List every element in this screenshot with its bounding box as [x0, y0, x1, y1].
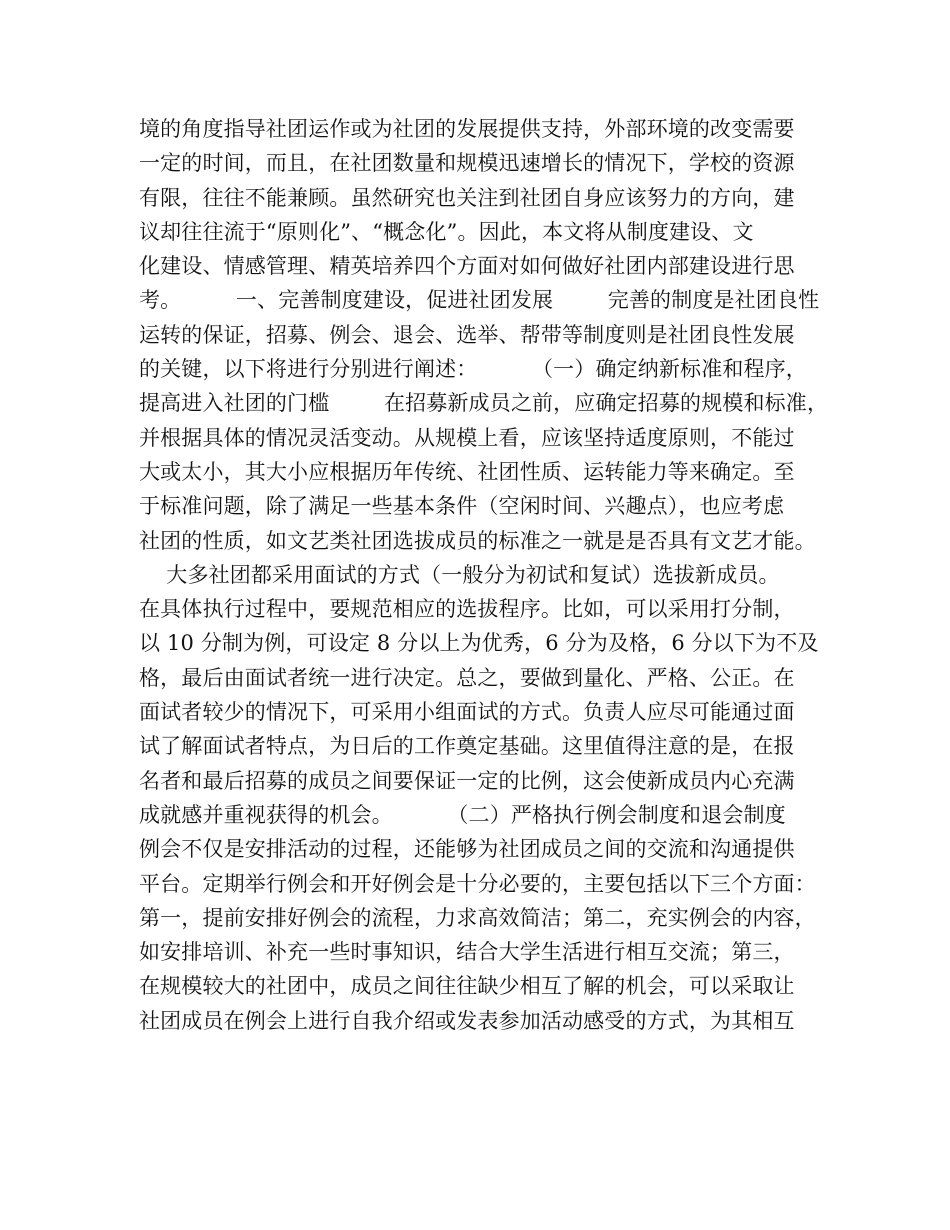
text-line: 例会不仅是安排活动的过程，还能够为社团成员之间的交流和沟通提供 [139, 837, 795, 862]
text-line: 如安排培训、补充一些时事知识，结合大学生活进行相互交流；第三， [139, 940, 795, 965]
text-line: 并根据具体的情况灵活变动。从规模上看，应该坚持适度原则，不能过 [139, 425, 795, 450]
text-line: 社团的性质，如文艺类社团选拔成员的标准之一就是是否具有文艺才能。 [139, 528, 816, 553]
text-line: 成就感并重视获得的机会。 （二）严格执行例会制度和退会制度 [139, 802, 786, 827]
text-line: 境的角度指导社团运作或为社团的发展提供支持，外部环境的改变需要 [139, 117, 795, 141]
text-line: 大多社团都采用面试的方式（一般分为初试和复试）选拔新成员。 [139, 562, 780, 587]
text-line: 在具体执行过程中，要规范相应的选拔程序。比如，可以采用打分制， [139, 597, 795, 622]
text-line: 运转的保证，招募、例会、退会、选举、帮带等制度则是社团良性发展 [139, 322, 795, 347]
text-line: 一定的时间，而且，在社团数量和规模迅速增长的情况下，学校的资源 [139, 151, 795, 176]
text-line: 社团成员在例会上进行自我介绍或发表参加活动感受的方式，为其相互 [139, 1008, 795, 1033]
text-line: 平台。定期举行例会和开好例会是十分必要的，主要包括以下三个方面： [139, 871, 816, 896]
text-line: 以 10 分制为例，可设定 8 分以上为优秀，6 分为及格，6 分以下为不及 [139, 631, 819, 656]
text-line: 名者和最后招募的成员之间要保证一定的比例，这会使新成员内心充满 [139, 768, 795, 793]
text-line: 提高进入社团的门槛 在招募新成员之前，应确定招募的规模和标准， [139, 391, 829, 416]
text-line: 于标准问题，除了满足一些基本条件（空闲时间、兴趣点），也应考虑 [139, 494, 785, 519]
text-line: 在规模较大的社团中，成员之间往往缺少相互了解的机会，可以采取让 [139, 974, 795, 999]
text-line: 化建设、情感管理、精英培养四个方面对如何做好社团内部建设进行思 [139, 254, 795, 279]
text-line: 考。 一、完善制度建设，促进社团发展 完善的制度是社团良性 [139, 288, 820, 313]
text-line: 有限，往往不能兼顾。虽然研究也关注到社团自身应该努力的方向，建 [139, 185, 795, 210]
text-line: 面试者较少的情况下，可采用小组面试的方式。负责人应尽可能通过面 [139, 700, 795, 725]
text-line: 大或太小，其大小应根据历年传统、社团性质、运转能力等来确定。至 [139, 459, 795, 484]
text-line: 第一，提前安排好例会的流程，力求高效简洁；第二，充实例会的内容， [139, 905, 816, 930]
text-line: 格，最后由面试者统一进行决定。总之，要做到量化、严格、公正。在 [139, 665, 795, 690]
body-text [139, 112, 829, 1038]
text-line: 的关键，以下将进行分别进行阐述： （一）确定纳新标准和程序， [139, 357, 807, 382]
text-line: 试了解面试者特点，为日后的工作奠定基础。这里值得注意的是，在报 [139, 734, 795, 759]
text-line: 议却往往流于“原则化”、“概念化”。因此，本文将从制度建设、文 [139, 219, 754, 244]
